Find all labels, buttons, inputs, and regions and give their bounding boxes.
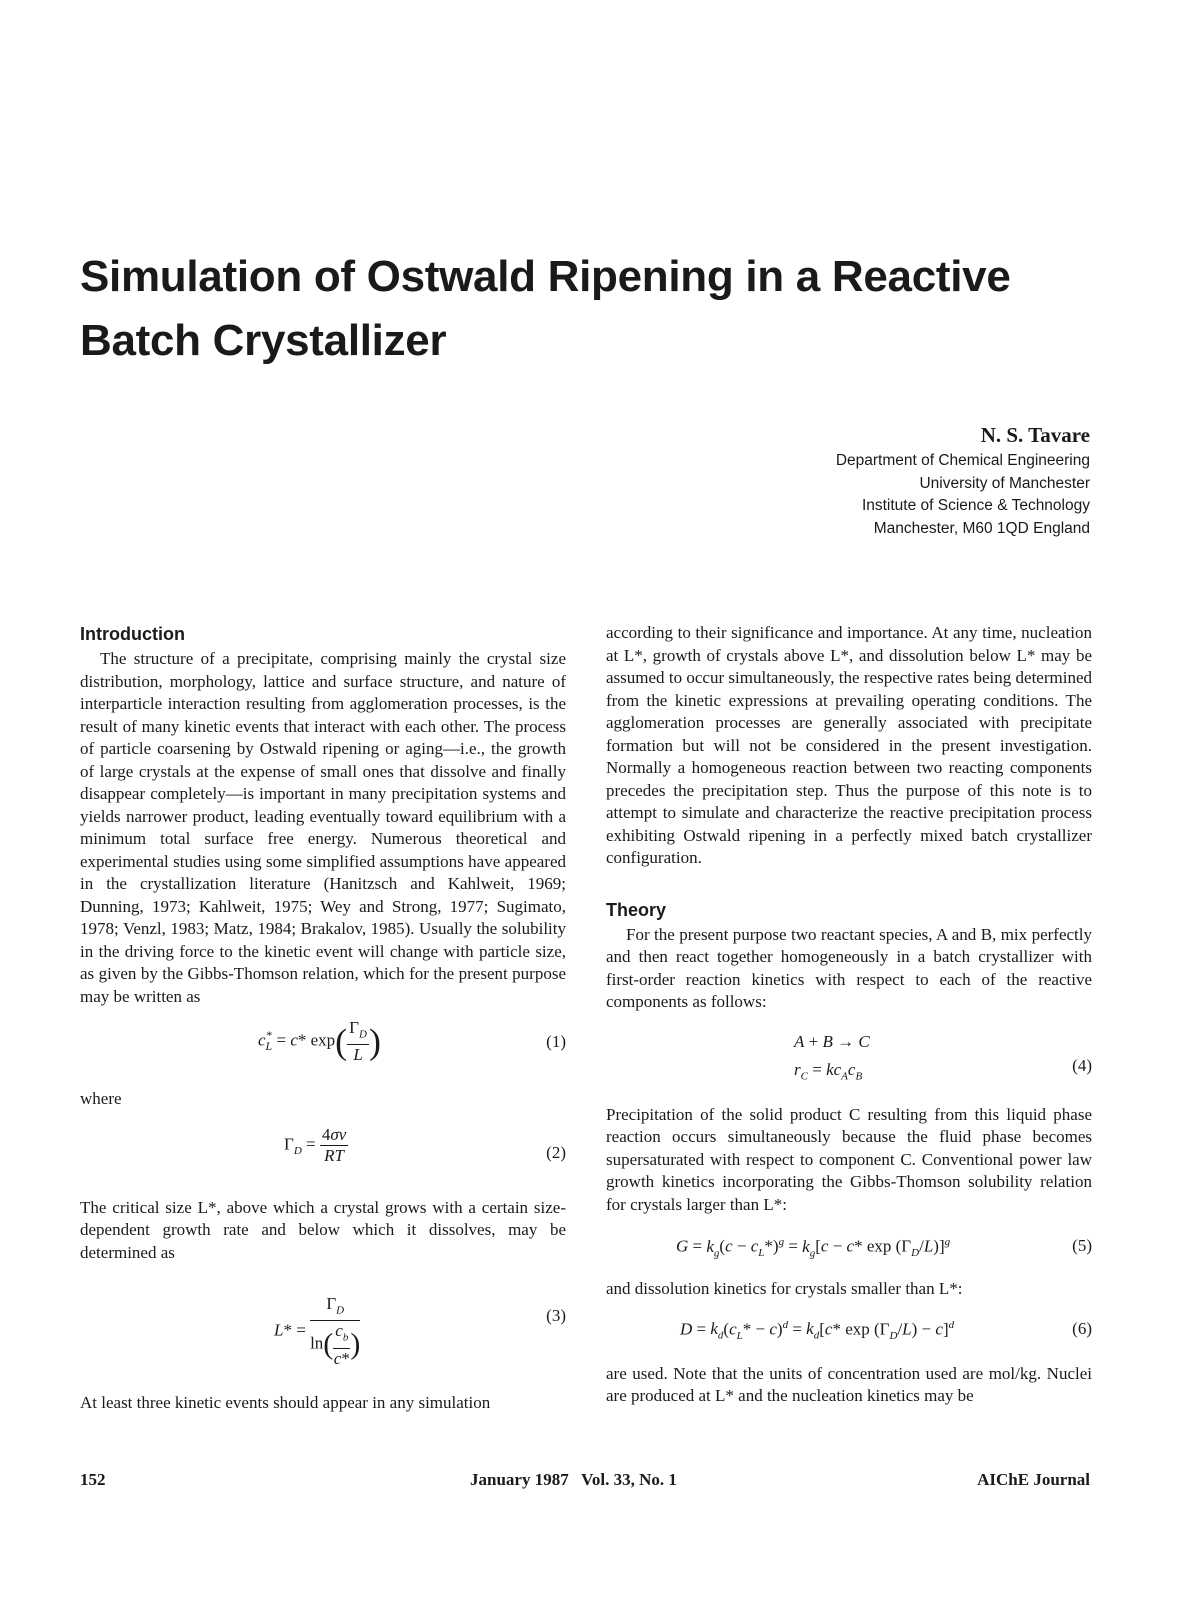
equation-5 <box>606 1216 1092 1278</box>
equation-2-number: (2) <box>546 1142 566 1162</box>
theory-paragraph: are used. Note that the units of concentration used are mol/kg. Nuclei are produced at L* and the nucleation kinetics may be <box>606 1363 1092 1405</box>
issue-info: January 1987 Vol. 33, No. 1 <box>470 1470 677 1489</box>
equation-3 <box>80 1264 566 1392</box>
left-column <box>80 622 566 1415</box>
intro-paragraph: The critical size L*, above which a crystal grows with a certain size-dependent growth rate and below which it dissolves, may be determined as <box>80 1197 566 1262</box>
author-block <box>836 420 1090 540</box>
theory-paragraph: Precipitation of the solid product C resulting from this liquid phase reaction occurs simultaneously because the fluid phase becomes supersaturated with respect to component C. Conventional power law growth kinetics incorporating the Gibbs-Thomson solubility relation for crystals larger than L*: <box>606 1104 1092 1214</box>
equation-5-number: (5) <box>1072 1236 1092 1255</box>
equation-4-number: (4) <box>1072 1055 1092 1075</box>
equation-1-number: (1) <box>546 1032 566 1051</box>
body-paragraph: according to their significance and importance. At any time, nucleation at L*, growth of crystals above L*, and dissolution below L* may be assumed to occur simultaneously, the respective rates being determined from the kinetic expressions at prevailing operating conditions. The agglomeration processes are generally associated with precipitate formation but will not be considered in the present investigation. Normally a homogeneous reaction between two reacting components precedes the precipitation step. Thus the purpose of this note is to attempt to simulate and characterize the reactive precipitation process exhibiting Ostwald ripening in a perfectly mixed batch crystallizer configuration. <box>606 623 1092 867</box>
equation-2 <box>80 1111 566 1197</box>
equation-1-body: $c_L^* = c*$ exp( $\frac{\Gamma_D}{L}$ ) <box>258 1018 381 1065</box>
affiliation-line: Institute of Science & Technology <box>861 497 1090 514</box>
affiliation-line: Department of Chemical Engineering <box>835 452 1090 469</box>
equation-4 <box>606 1014 1092 1104</box>
paper-title: Simulation of Ostwald Ripening in a Reactive Batch Crystallizer <box>80 252 1011 365</box>
page-number: 152 <box>80 1470 106 1489</box>
equation-3-number: (3) <box>546 1306 566 1325</box>
equation-4-body: A + B → C $r_C = kc_Ac_B$ <box>794 1031 870 1082</box>
theory-paragraph: and dissolution kinetics for crystals smaller than L*: <box>606 1279 963 1298</box>
equation-6-number: (6) <box>1072 1318 1092 1338</box>
affiliation-line: University of Manchester <box>919 474 1090 492</box>
equation-2-body: $\Gamma_D$ = $\frac{4\sigma v}{RT}$ <box>284 1124 347 1165</box>
right-column <box>606 622 1092 1408</box>
equation-6 <box>606 1301 1092 1363</box>
intro-paragraph: The structure of a precipitate, comprising mainly the crystal size distribution, morphology, lattice and surface structure, and nature of interparticle interaction resulting from agglomeration processes, is the result of many kinetic events that interact with each other. The process of particle coarsening by Ostwald ripening or aging—i.e., the growth of large crystals at the expense of small ones that dissolve and finally disappear completely—is important in many precipitation systems and yields narrower product, leading eventually toward equilibrium with a minimum total surface free energy. Numerous theoretical and experimental studies using some simplified assumptions have appeared in the crystallization literature (Hanitzsch and Kahlweit, 1969; Dunning, 1973; Kahlweit, 1975; Wey and Strong, 1977; Sugimato, 1978; Venzl, 1983; Matz, 1984; Brakalov, 1985). Usually the solubility in the driving force to the kinetic event will change with particle size, as given by the Gibbs-Thomson relation, which for the present purpose may be written as <box>80 649 566 1006</box>
equation-1 <box>80 1008 566 1080</box>
intro-paragraph: At least three kinetic events should appear in any simulation <box>80 1393 491 1412</box>
author-name: N. S. Tavare <box>980 423 1090 447</box>
where-label: where <box>80 1089 122 1108</box>
section-heading-theory: Theory <box>606 899 667 920</box>
equation-5-body: $G = k_g(c - c_L*)^g = k_g[c - c*$ $\exp (\Gamma_D/L)]^g$ <box>676 1236 951 1260</box>
theory-paragraph: For the present purpose two reactant species, A and B, mix perfectly and then react together homogeneously in a batch crystallizer with first-order reaction kinetics with respect to each of the reactive components as follows: <box>606 924 1092 1011</box>
equation-3-body: L* = $\Gamma_D$ ln( $\frac{c_b}{c*}$ ) <box>274 1294 361 1368</box>
journal-name: AIChE Journal <box>977 1470 1090 1489</box>
affiliation-line: Manchester, M60 1QD England <box>873 519 1090 537</box>
section-heading-introduction: Introduction <box>80 624 185 644</box>
equation-6-body: $D = k_d(c_L* - c)^d = k_d[c*$ $\exp (\Gamma_D/L) - c]^d$ <box>680 1318 955 1342</box>
